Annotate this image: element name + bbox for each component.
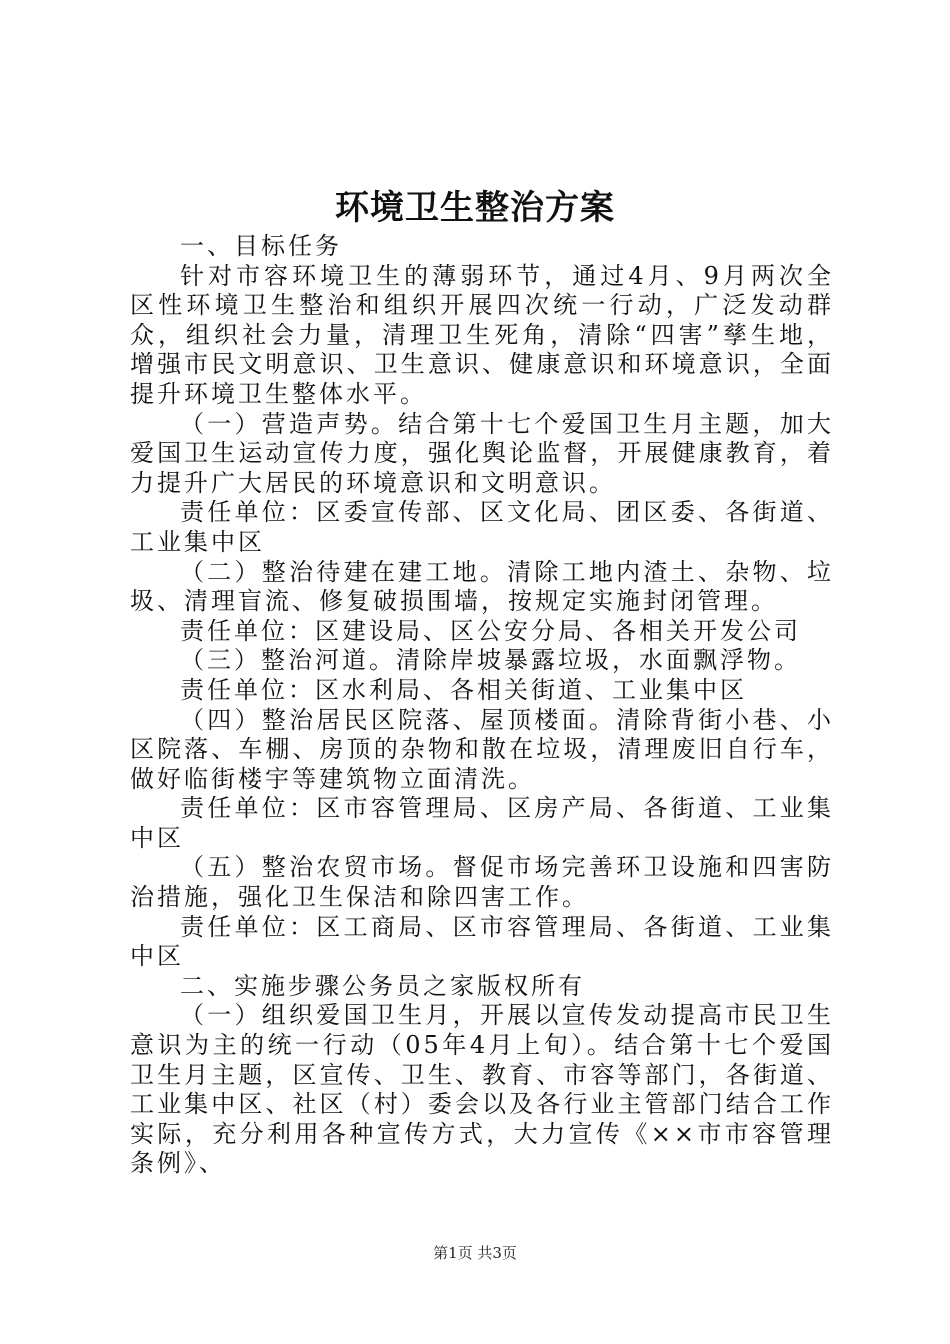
section-heading: 一、目标任务 [180,232,342,260]
paragraph: （二）整治待建在建工地。清除工地内渣土、杂物、垃圾、清理盲流、修复破损围墙，按规定实施封闭管理。 [130,557,834,616]
paragraph: （一）组织爱国卫生月，开展以宣传发动提高市民卫生意识为主的统一行动（05年4月上旬）。结合第十七个爱国卫生月主题，区宣传、卫生、教育、市容等部门，各街道、工业集中区、社区（村）委会以及各行业主管部门结合工作实际，充分利用各种宣传方式，大力宣传《××市市容管理条例》、 [130,1001,834,1178]
document-body [130,232,834,1179]
responsibility-line: 责任单位：区建设局、区公安分局、各相关开发公司 [180,616,801,645]
responsibility-line: 责任单位：区工商局、区市容管理局、各街道、工业集中区 [130,912,834,971]
responsibility-line: 责任单位：区水利局、各相关街道、工业集中区 [180,675,747,704]
paragraph: 针对市容环境卫生的薄弱环节，通过4月、9月两次全区性环境卫生整治和组织开展四次统一行动，广泛发动群众，组织社会力量，清理卫生死角，清除“四害”孳生地，增强市民文明意识、卫生意识、健康意识和环境意识，全面提升环境卫生整体水平。 [130,261,834,408]
section-heading: 二、实施步骤公务员之家版权所有 [180,971,585,1000]
page-number-footer: 第1页 共3页 [433,1244,517,1262]
responsibility-line: 责任单位：区市容管理局、区房产局、各街道、工业集中区 [130,794,834,852]
paragraph: （一）营造声势。结合第十七个爱国卫生月主题，加大爱国卫生运动宣传力度，强化舆论监督，开展健康教育，着力提升广大居民的环境意识和文明意识。 [130,409,834,497]
document-title: 环境卫生整治方案 [335,188,615,228]
paragraph: （四）整治居民区院落、屋顶楼面。清除背街小巷、小区院落、车棚、房顶的杂物和散在垃圾，清理废旧自行车，做好临街楼宇等建筑物立面清洗。 [130,705,834,793]
paragraph: （三）整治河道。清除岸坡暴露垃圾，水面飘浮物。 [180,646,801,675]
responsibility-line: 责任单位：区委宣传部、区文化局、团区委、各街道、工业集中区 [130,498,834,556]
paragraph: （五）整治农贸市场。督促市场完善环卫设施和四害防治措施，强化卫生保洁和除四害工作。 [130,853,834,912]
